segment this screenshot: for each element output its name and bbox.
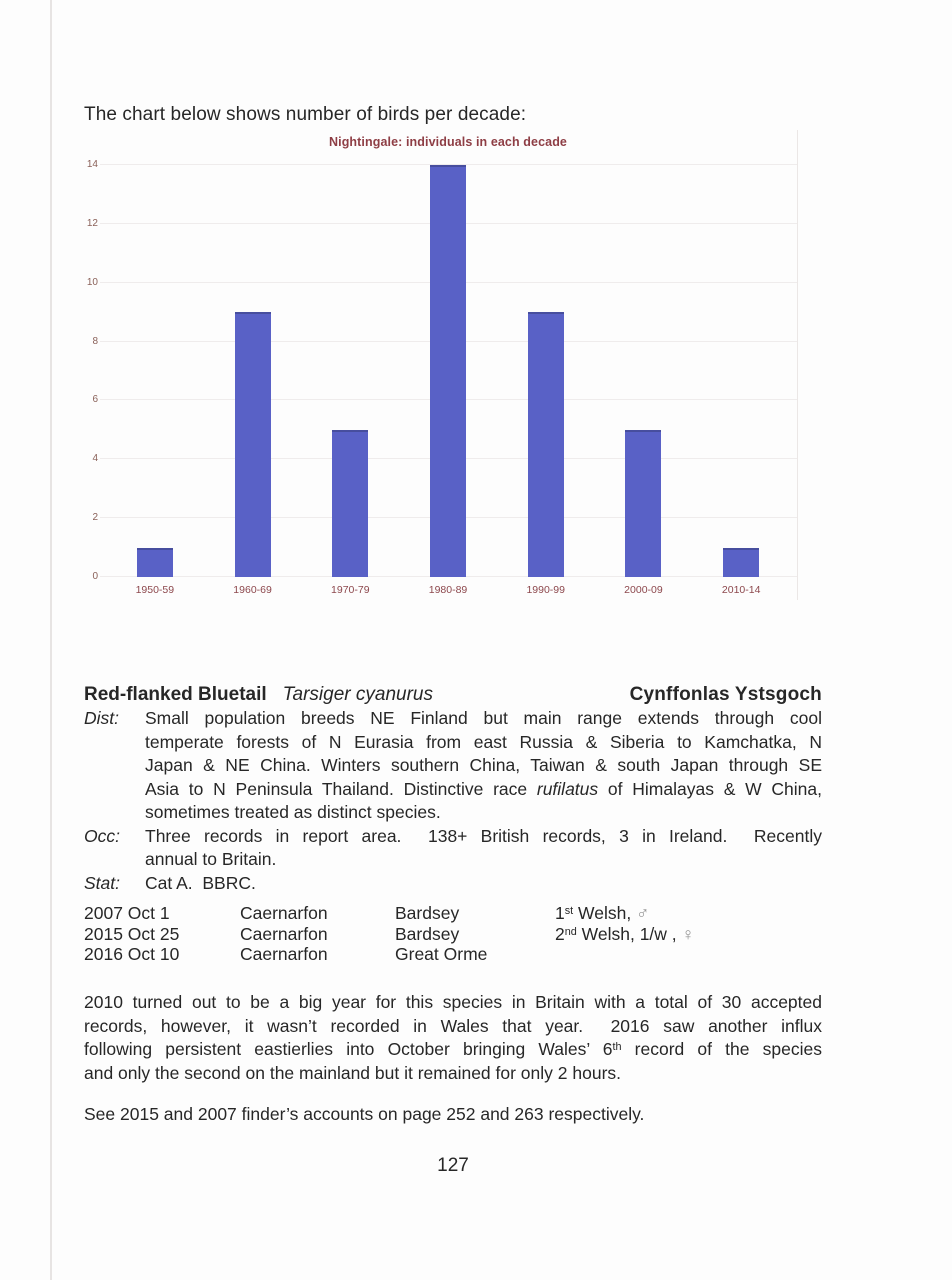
bar-1990-99: [528, 312, 564, 577]
entry-text: [145, 825, 822, 872]
chart-column: [106, 165, 204, 596]
text-line: Three records in report area. 138+ British records, 3 in Ireland. Recently: [145, 825, 822, 846]
chart-column: [692, 165, 790, 596]
entry-dist: [84, 707, 822, 825]
record-row: [84, 924, 822, 945]
entry-occ: [84, 825, 822, 872]
body-paragraph-1: [84, 991, 822, 1085]
x-tick-label: 2010-14: [721, 584, 761, 596]
y-tick-label: 14: [86, 159, 98, 170]
y-tick-label: 8: [92, 335, 98, 347]
record-cell: 2016 Oct 10: [84, 944, 180, 964]
record-row: [84, 903, 822, 924]
species-scientific-name: Tarsiger cyanurus: [282, 684, 433, 705]
text-line: 2010 turned out to be a big year for this species in Britain with a total of 30 accepted: [84, 992, 822, 1012]
chart-plot-area: [106, 165, 790, 596]
text-line: Small population breeds NE Finland but main range extends through cool: [145, 708, 822, 728]
chart-right-border: [797, 130, 798, 600]
entry-text: [145, 707, 822, 825]
species-heading: [84, 684, 822, 706]
entry-text: [145, 872, 822, 896]
y-tick-label: 6: [92, 394, 98, 406]
species-entries: [84, 707, 822, 895]
text-line: Japan & NE China. Winters southern China, Taiwan & south Japan through SE: [145, 755, 822, 775]
x-tick-label: 1970-79: [331, 584, 370, 596]
record-cell: Caernarfon: [240, 944, 328, 964]
y-tick-label: 10: [86, 276, 98, 288]
text-line: following persistent eastierlies into October bringing Wales’ 6th record of the species: [84, 1039, 822, 1059]
record-cell: 2nd Welsh, 1/w , ♀: [555, 923, 695, 944]
bar-1970-79: [332, 430, 368, 577]
chart-bars: [106, 165, 790, 596]
bar-1980-89: [430, 165, 466, 577]
text-line: Cat A. BBRC.: [145, 872, 256, 893]
page-number: 127: [437, 1155, 469, 1176]
y-axis-labels: [84, 159, 98, 582]
x-tick-label: 2000-09: [624, 584, 663, 596]
entry-label: Dist:: [84, 708, 119, 728]
records-table: [84, 903, 822, 965]
text-line: Asia to N Peninsula Thailand. Distinctive race rufilatus of Himalayas & W China,: [145, 778, 822, 799]
entry-label: Stat:: [84, 872, 120, 893]
x-tick-label: 1950-59: [135, 584, 175, 596]
text-line: sometimes treated as distinct species.: [145, 802, 441, 822]
body-paragraph-2: [84, 1103, 822, 1127]
x-tick-label: 1980-89: [428, 584, 468, 596]
y-tick-label: 0: [92, 571, 98, 582]
bar-1960-69: [235, 312, 271, 577]
y-tick-label: 2: [92, 512, 98, 524]
x-tick-label: 1960-69: [233, 584, 272, 596]
text-line: records, however, it wasn’t recorded in Wales that year. 2016 saw another influx: [84, 1015, 822, 1036]
record-cell: Caernarfon: [240, 903, 328, 923]
record-cell: 2015 Oct 25: [84, 923, 180, 944]
x-tick-label: 1990-99: [526, 584, 565, 596]
chart-column: [204, 165, 302, 596]
record-cell: 2007 Oct 1: [84, 903, 170, 923]
record-cell: Great Orme: [395, 944, 488, 964]
species-common-name: Red-flanked Bluetail: [84, 684, 267, 705]
entry-stat: [84, 872, 822, 896]
scan-edge-artifact: [50, 0, 52, 1280]
text-line: See 2015 and 2007 finder’s accounts on page 252 and 263 respectively.: [84, 1104, 645, 1124]
record-cell: Caernarfon: [240, 923, 328, 944]
chart-column: [497, 165, 595, 596]
y-tick-label: 4: [92, 453, 98, 465]
species-welsh-name: Cynffonlas Ystsgoch: [629, 684, 822, 705]
chart-column: [301, 165, 399, 596]
chart-column: [595, 165, 693, 596]
entry-label: Occ:: [84, 825, 120, 846]
chart-column: [399, 165, 497, 596]
species-names: [84, 684, 433, 706]
record-cell: 1st Welsh, ♂: [555, 903, 650, 923]
record-cell: Bardsey: [395, 903, 460, 923]
record-row: [84, 944, 822, 965]
bar-2010-14: [723, 548, 759, 577]
text-line: and only the second on the mainland but it remained for only 2 hours.: [84, 1062, 622, 1083]
chart-title: Nightingale: individuals in each decade: [329, 135, 567, 149]
bar-2000-09: [625, 430, 661, 577]
y-tick-label: 12: [86, 217, 98, 229]
text-line: annual to Britain.: [145, 849, 277, 869]
decade-chart: [84, 130, 804, 608]
record-cell: Bardsey: [395, 923, 460, 944]
bar-1950-59: [137, 548, 173, 577]
text-line: temperate forests of N Eurasia from east Russia & Siberia to Kamchatka, N: [145, 731, 822, 752]
record-cell: [555, 944, 822, 965]
intro-text: The chart below shows number of birds per decade:: [84, 104, 527, 125]
